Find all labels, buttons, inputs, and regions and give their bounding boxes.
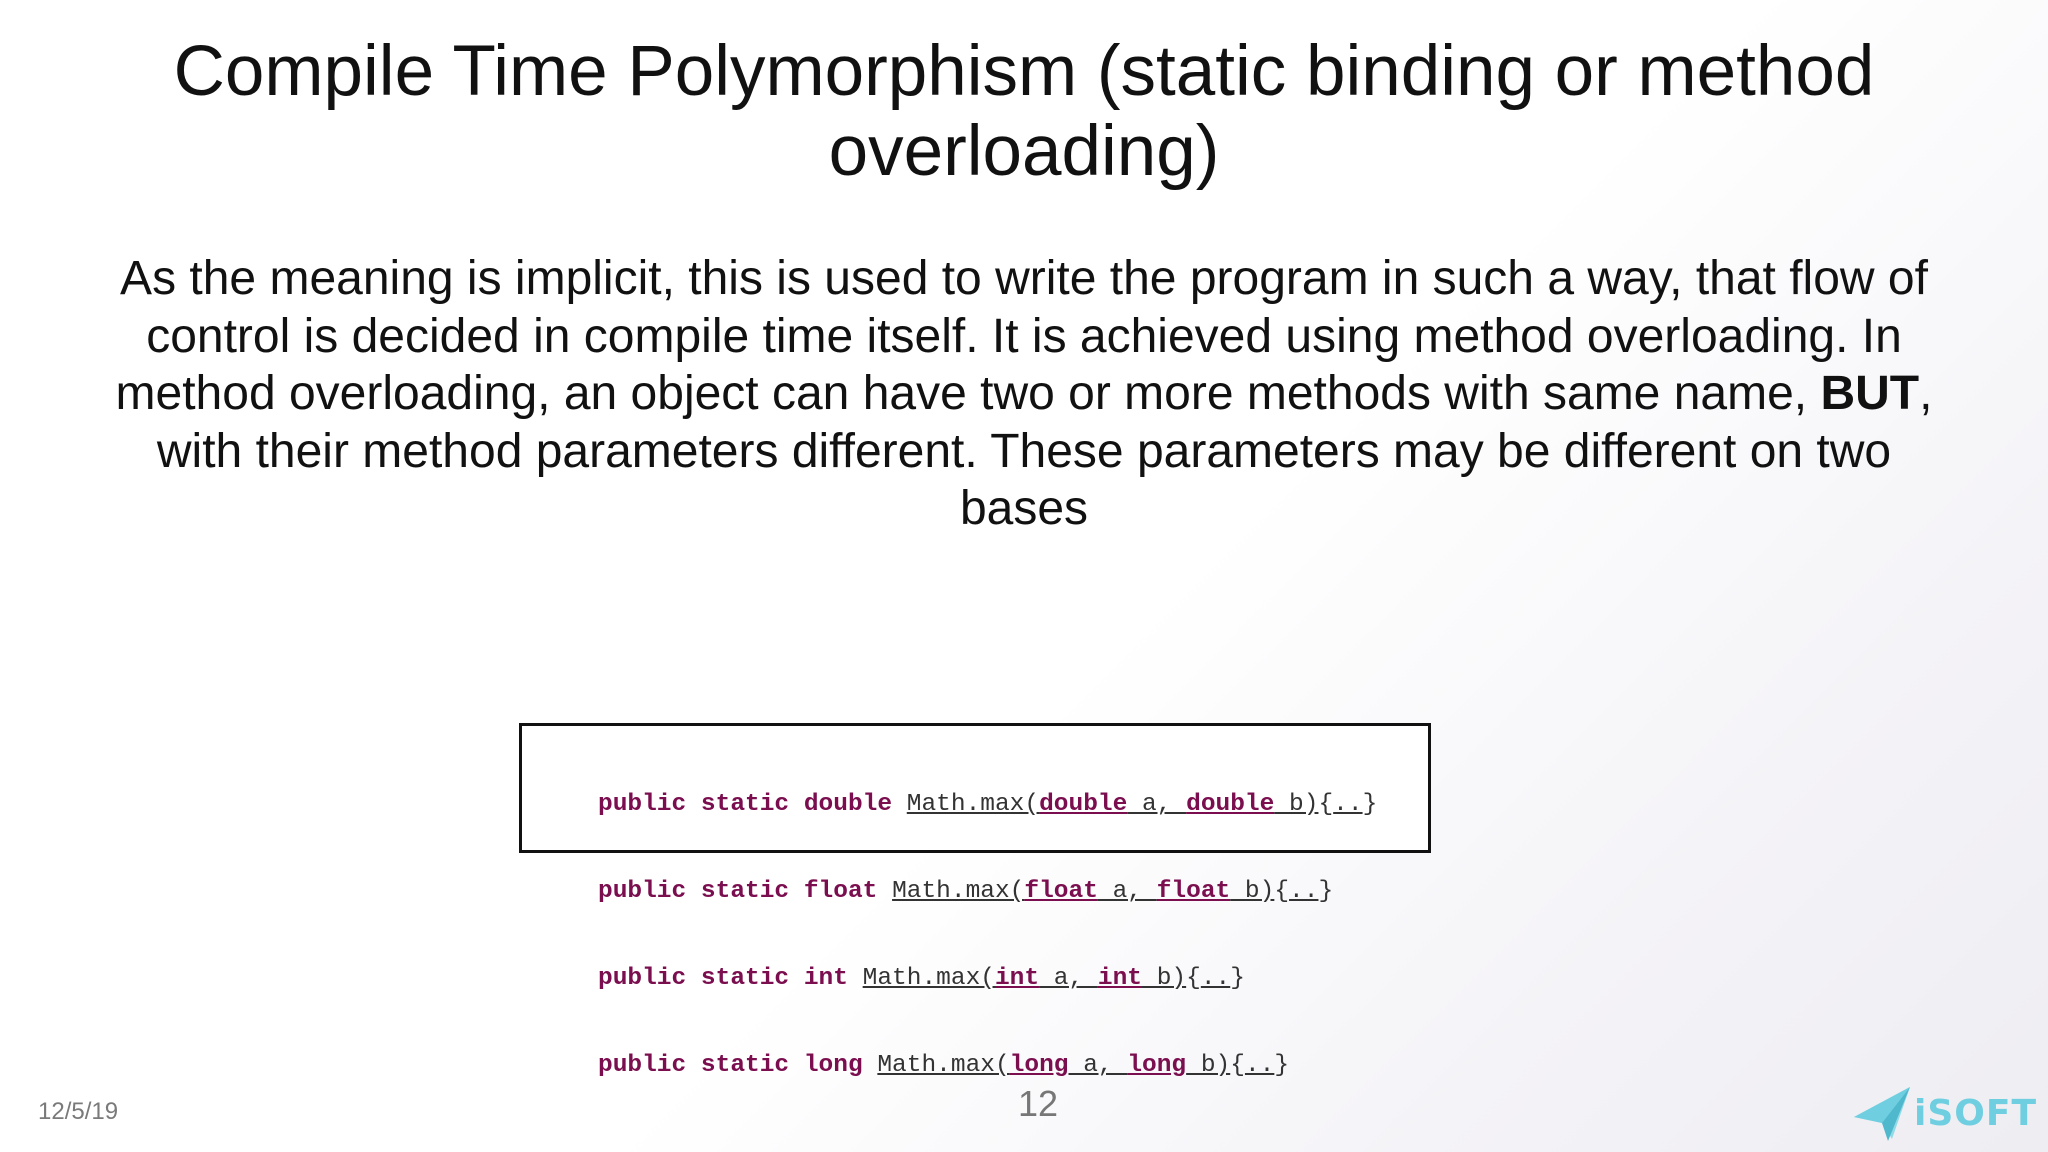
code-param-type: int xyxy=(994,965,1040,992)
code-call: Math.max( xyxy=(906,791,1040,818)
code-brace: } xyxy=(1318,878,1334,905)
code-param: b) xyxy=(1186,1052,1231,1079)
code-brace: { xyxy=(1318,791,1334,818)
page-number: 12 xyxy=(1017,1083,1059,1124)
code-line xyxy=(598,877,1377,906)
code-brace: } xyxy=(1230,965,1245,992)
code-dots: .. xyxy=(1333,791,1363,818)
footer-date: 12/5/19 xyxy=(38,1098,119,1125)
code-dots: .. xyxy=(1200,965,1231,992)
code-keywords: public static double xyxy=(598,791,893,818)
isoft-logo xyxy=(1852,1080,2048,1146)
code-param: b) xyxy=(1230,878,1275,905)
code-param-type: float xyxy=(1156,878,1231,905)
code-param: a, xyxy=(1097,878,1157,905)
code-line xyxy=(598,964,1377,993)
code-param-type: double xyxy=(1039,791,1128,818)
code-lines xyxy=(598,732,1377,1138)
code-dots: .. xyxy=(1244,1052,1275,1079)
code-brace: { xyxy=(1230,1052,1245,1079)
code-param: b) xyxy=(1274,791,1319,818)
code-param-type: long xyxy=(1009,1052,1069,1079)
code-call: Math.max( xyxy=(892,878,1025,905)
code-param-type: double xyxy=(1186,791,1275,818)
code-dots: .. xyxy=(1289,878,1319,905)
paper-plane-icon xyxy=(1852,1083,1912,1143)
code-param-type: long xyxy=(1127,1052,1187,1079)
code-call: Math.max( xyxy=(877,1052,1010,1079)
code-param-type: int xyxy=(1097,965,1143,992)
code-brace: { xyxy=(1274,878,1290,905)
body-text-bold: BUT xyxy=(1820,367,1920,420)
code-call: Math.max( xyxy=(862,965,995,992)
code-brace: } xyxy=(1362,791,1378,818)
code-brace: { xyxy=(1186,965,1201,992)
code-param: a, xyxy=(1068,1052,1128,1079)
logo-text: iSOFT xyxy=(1914,1092,2038,1134)
code-line xyxy=(598,790,1377,819)
code-line xyxy=(598,1051,1377,1080)
code-keywords: public static int xyxy=(598,965,848,992)
code-keywords: public static float xyxy=(598,878,878,905)
slide-title: Compile Time Polymorphism (static binding or method overloading) xyxy=(173,32,1875,191)
slide-body-text xyxy=(110,250,1938,538)
code-box xyxy=(519,723,1431,1079)
code-brace: } xyxy=(1274,1052,1290,1079)
body-text-part-1: As the meaning is implicit, this is used to write the program in such a way, that flow of control is decided in compile time itself. It is achieved using method overloading. In method overloading, an object can have two or more methods with same name, xyxy=(115,252,1928,420)
code-param: a, xyxy=(1039,965,1098,992)
code-keywords: public static long xyxy=(598,1052,863,1079)
code-param: b) xyxy=(1142,965,1187,992)
code-param-type: float xyxy=(1024,878,1098,905)
body-text-part-2: , with their method parameters different. These parameters may be different on two bases xyxy=(156,367,1933,535)
code-param: a, xyxy=(1127,791,1187,818)
